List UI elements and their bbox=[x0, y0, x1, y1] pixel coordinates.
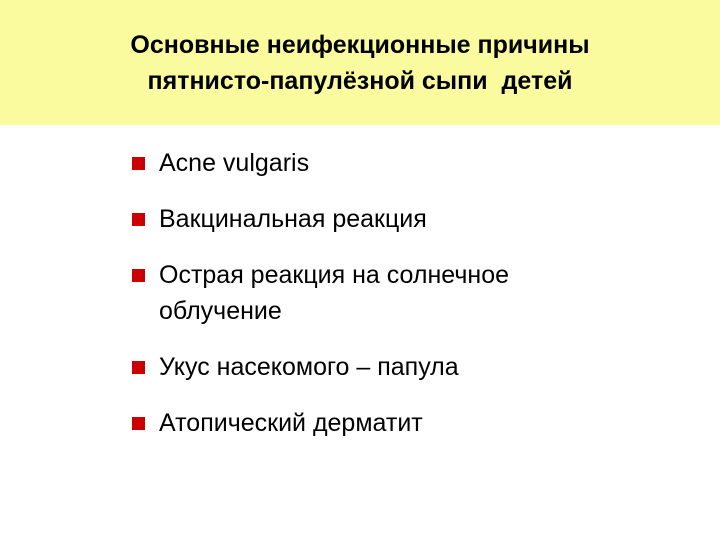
slide-title-line-2: пятнисто-папулёзной сыпи детей bbox=[147, 66, 573, 95]
square-bullet-icon bbox=[132, 417, 145, 430]
list-item-text: Острая реакция на солнечное bbox=[159, 261, 509, 289]
list-item-acne bbox=[130, 145, 690, 181]
list-item-vaccine-reaction bbox=[130, 201, 690, 237]
list-item-text: Вакцинальная реакция bbox=[159, 205, 427, 233]
list-item-sun-reaction bbox=[130, 257, 690, 329]
square-bullet-icon bbox=[132, 361, 145, 374]
list-item-text: Acne vulgaris bbox=[159, 149, 310, 177]
list-item-atopic-dermatitis bbox=[130, 405, 690, 441]
list-item-text-continuation: облучение bbox=[159, 297, 282, 325]
slide-title-line-1: Основные неифекционные причины bbox=[130, 30, 590, 59]
square-bullet-icon bbox=[132, 157, 145, 170]
square-bullet-icon bbox=[132, 213, 145, 226]
bullet-list bbox=[130, 145, 690, 461]
list-item-insect-bite bbox=[130, 349, 690, 385]
square-bullet-icon bbox=[132, 269, 145, 282]
list-item-text: Атопический дерматит bbox=[159, 409, 423, 437]
list-item-text: Укус насекомого – папула bbox=[159, 353, 459, 381]
title-banner bbox=[0, 0, 720, 125]
